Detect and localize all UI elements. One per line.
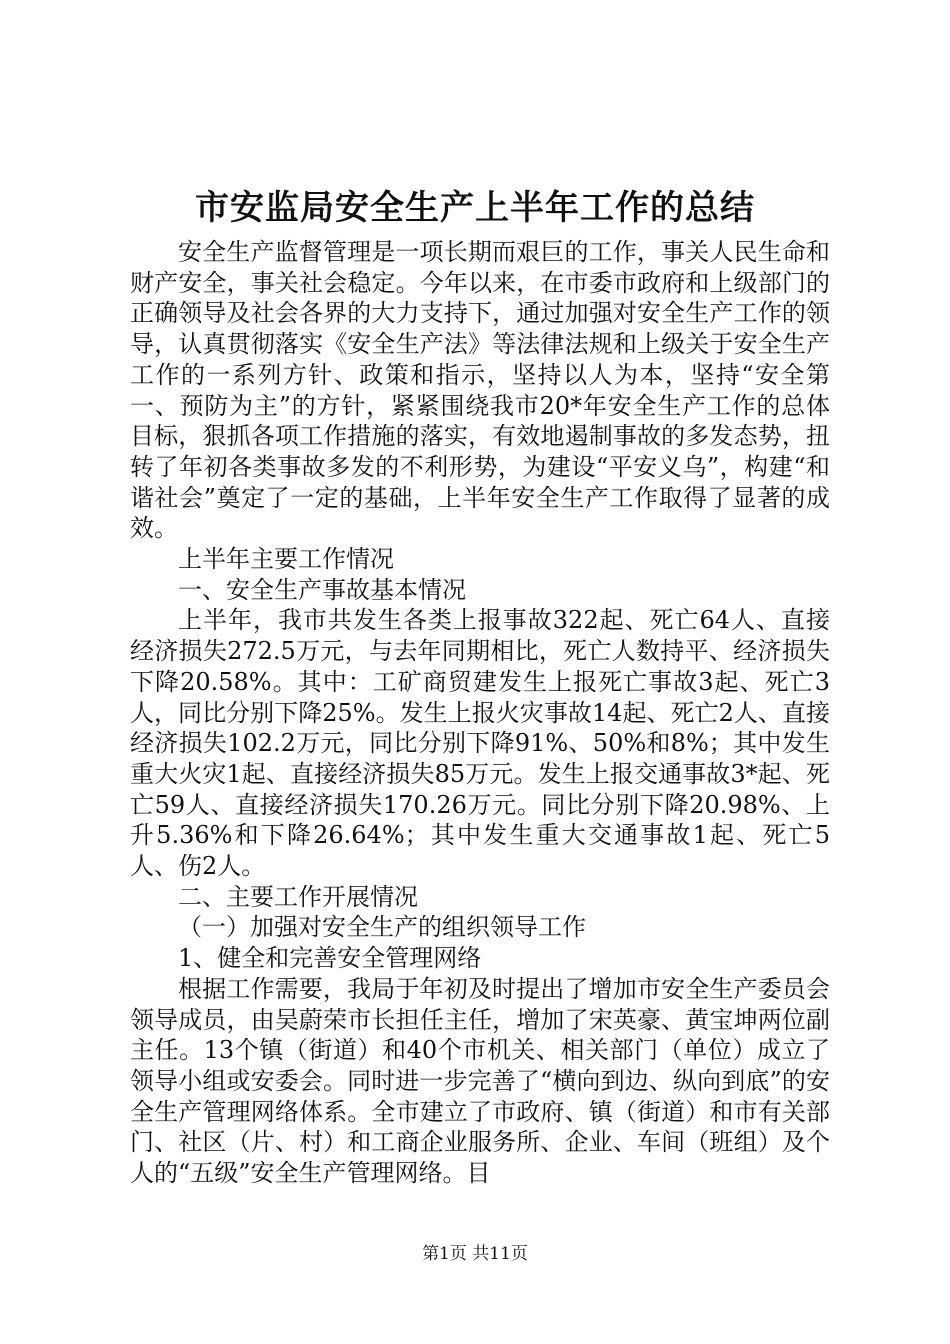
section-heading-summary: 上半年主要工作情况 bbox=[178, 545, 394, 574]
document-title: 市安监局安全生产上半年工作的总结 bbox=[195, 188, 755, 228]
network-paragraph: 根据工作需要，我局于年初及时提出了增加市安全生产委员会领导成员，由吴蔚荣市长担任主任，增加了宋英豪、黄宝坤两位副主任。13个镇（街道）和40个市机关、相关部门（单位）成立了领导小组或安委会。同时进一步完善了“横向到边、纵向到底”的安全生产管理网络体系。全市建立了市政府、镇（街道）和市有关部门、社区（片、村）和工商企业服务所、企业、车间（班组）及个人的“五级”安全生产管理网络。目 bbox=[130, 974, 830, 1188]
section-heading-accidents: 一、安全生产事故基本情况 bbox=[178, 575, 466, 604]
item-heading-network: 1、健全和完善安全管理网络 bbox=[178, 944, 482, 973]
document-body bbox=[130, 237, 830, 1189]
page-number-footer: 第1页 共11页 bbox=[422, 1244, 528, 1264]
accidents-paragraph: 上半年，我市共发生各类上报事故322起、死亡64人、直接经济损失272.5万元，与去年同期相比，死亡人数持平、经济损失下降20.58%。其中：工矿商贸建发生上报死亡事故3起、死亡3人，同比分别下降25%。发生上报火灾事故14起、死亡2人、直接经济损失102.2万元，同比分别下降91%、50%和8%；其中发生重大火灾1起、直接经济损失85万元。发生上报交通事故3*起、死亡59人、直接经济损失170.26万元。同比分别下降20.98%、上升5.36%和下降26.64%；其中发生重大交通事故1起、死亡5人、伤2人。 bbox=[130, 606, 830, 881]
subsection-heading-leadership: （一）加强对安全生产的组织领导工作 bbox=[178, 913, 586, 942]
intro-paragraph: 安全生产监督管理是一项长期而艰巨的工作，事关人民生命和财产安全，事关社会稳定。今年以来，在市委市政府和上级部门的正确领导及社会各界的大力支持下，通过加强对安全生产工作的领导，认真贯彻落实《安全生产法》等法律法规和上级关于安全生产工作的一系列方针、政策和指示，坚持以人为本，坚持“安全第一、预防为主”的方针，紧紧围绕我市20*年安全生产工作的总体目标，狠抓各项工作措施的落实，有效地遏制事故的多发态势，扭转了年初各类事故多发的不利形势，为建设“平安义乌”，构建“和谐社会”奠定了一定的基础，上半年安全生产工作取得了显著的成效。 bbox=[130, 238, 830, 543]
section-heading-work: 二、主要工作开展情况 bbox=[178, 882, 418, 911]
